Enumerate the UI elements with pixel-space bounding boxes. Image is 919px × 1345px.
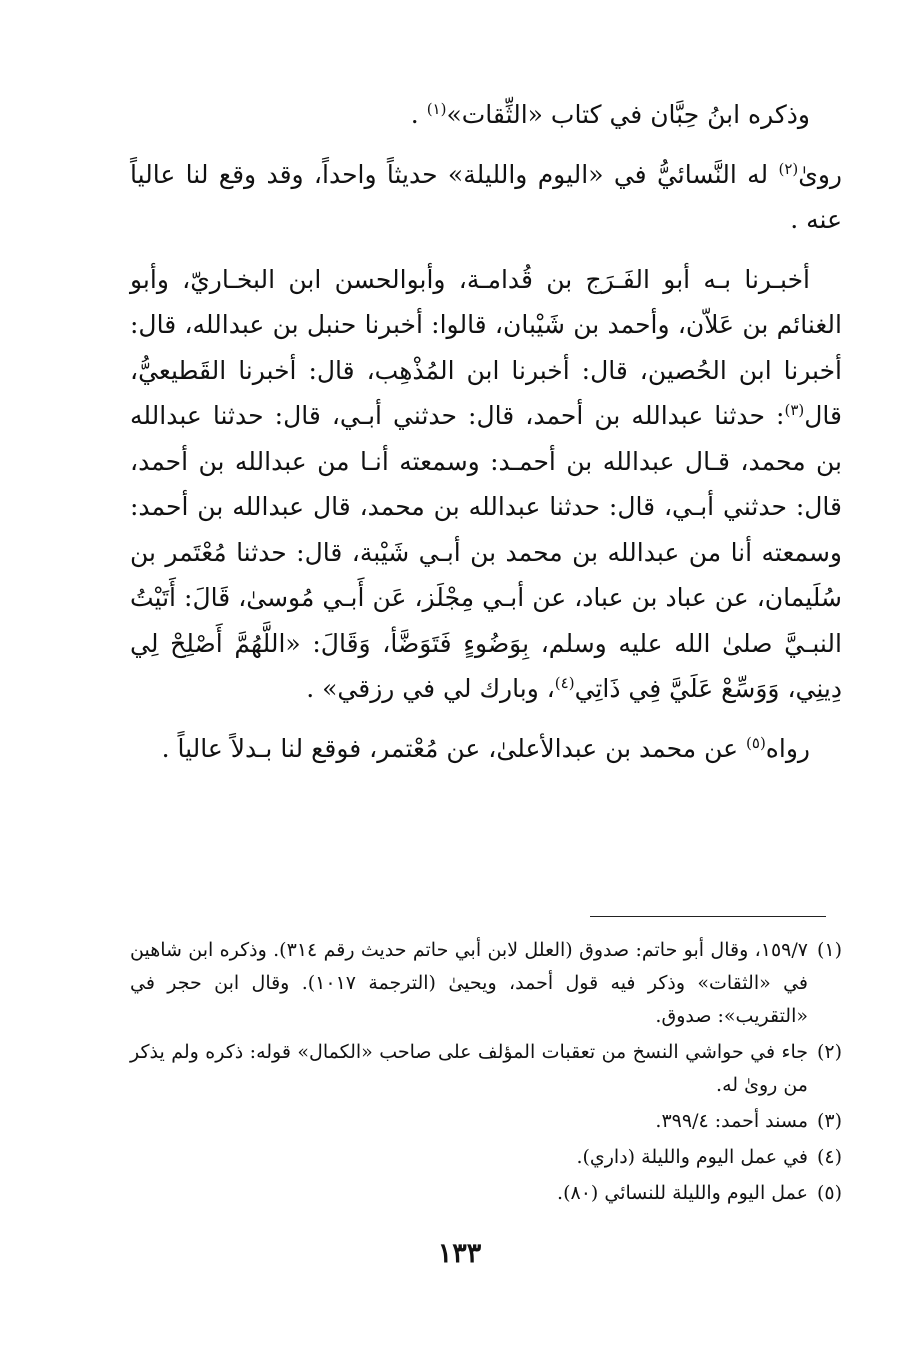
paragraph-text-end: له النَّسائيُّ في «اليوم والليلة» حديثاً واحداً، وقد وقع لنا عالياً عنه . <box>130 159 842 234</box>
footnote-ref-2[interactable]: (٢) <box>778 159 799 178</box>
footnote-4 <box>130 1141 842 1174</box>
paragraph-text: رواه <box>765 733 810 763</box>
paragraph-2 <box>130 152 842 243</box>
footnote-number: (٤) <box>816 1146 842 1168</box>
paragraph-3 <box>130 257 842 712</box>
footnote-number: (٥) <box>816 1182 842 1204</box>
footnote-5 <box>130 1177 842 1210</box>
paragraph-text-end: . <box>410 100 427 129</box>
footnote-ref-3[interactable]: (٣) <box>784 401 805 419</box>
footnote-number: (١) <box>816 939 842 961</box>
paragraph-4 <box>130 726 842 772</box>
footnote-number: (٢) <box>816 1041 842 1063</box>
footnote-ref-1[interactable]: (١) <box>426 100 447 118</box>
paragraph-text: أخبـرنا بـه أبو الفَـرَج بن قُدامـة، وأبوالحسن ابن البخـاريّ، وأبو الغنائم بن عَلاّن، وأحمد بن شَيْبان، قالوا: أخبرنا حنبل بن عبدالله، قال: أخبرنا ابن الحُصين، قال: أخبرنا ابن المُذْهِب، قال: أخبرنا القَطيعيُّ، قال <box>130 264 842 430</box>
footnote-text: مسند أحمد: ٣٩٩/٤. <box>655 1110 808 1132</box>
footnote-number: (٣) <box>816 1110 842 1132</box>
footnote-ref-5[interactable]: (٥) <box>746 733 766 752</box>
paragraph-text: وذكره ابنُ حِبَّان في كتاب «الثِّقات» <box>446 100 810 129</box>
paragraph-1 <box>130 92 842 138</box>
paragraph-text-end: ، وبارك لي في رزقي» . <box>306 674 555 703</box>
footnote-text: في عمل اليوم والليلة (داري). <box>576 1146 808 1168</box>
footnote-2 <box>130 1036 842 1102</box>
footnote-text: جاء في حواشي النسخ من تعقبات المؤلف على صاحب «الكمال» قوله: ذكره ولم يذكر من روىٰ له. <box>130 1041 808 1096</box>
paragraph-text: روىٰ <box>798 159 842 189</box>
paragraph-text-end: عن محمد بن عبدالأعلىٰ، عن مُعْتمر، فوقع لنا بـدلاً عالياً . <box>161 733 747 763</box>
main-text <box>130 92 842 771</box>
paragraph-text-middle: : حدثنا عبدالله بن أحمد، قال: حدثني أبـي، قال: حدثنا عبدالله بن محمد، قـال عبدالله بن أحمـد: وسمعته أنـا من عبدالله بن أحمد، قال: حدثني أبـي، قال: حدثنا عبدالله بن محمد، قال عبدالله بن أحمد: وسمعته أنا من عبدالله بن محمد بن أبـي شَيْبة، قال: حدثنا مُعْتَمر بن سُلَيمان، عن عباد بن عباد، عن أبـي مِجْلَز، عَن أَبـي مُوسىٰ، قَالَ: أَتَيْتُ النبـيَّ صلىٰ الله عليه وسلم، بِوَضُوءٍ فَتَوَضَّأ، وَقَالَ: «اللَّهُمَّ أَصْلِحْ لِي دِينِي، وَوَسِّعْ عَلَيَّ فِي ذَاتِي <box>130 401 842 703</box>
footnote-text: عمل اليوم والليلة للنسائي (٨٠). <box>557 1182 808 1204</box>
page-number: ١٣٣ <box>437 1238 482 1269</box>
footnote-separator <box>590 916 826 917</box>
footnotes <box>130 934 842 1213</box>
footnote-text: ١٥٩/٧، وقال أبو حاتم: صدوق (العلل لابن أبي حاتم حديث رقم ٣١٤). وذكره ابن شاهين في «الثقات» وذكر فيه قول أحمد، ويحيىٰ (الترجمة ١٠١٧). وقال ابن حجر في «التقريب»: صدوق. <box>130 939 808 1027</box>
footnote-ref-4[interactable]: (٤) <box>554 674 575 692</box>
footnote-1 <box>130 934 842 1033</box>
footnote-3 <box>130 1105 842 1138</box>
